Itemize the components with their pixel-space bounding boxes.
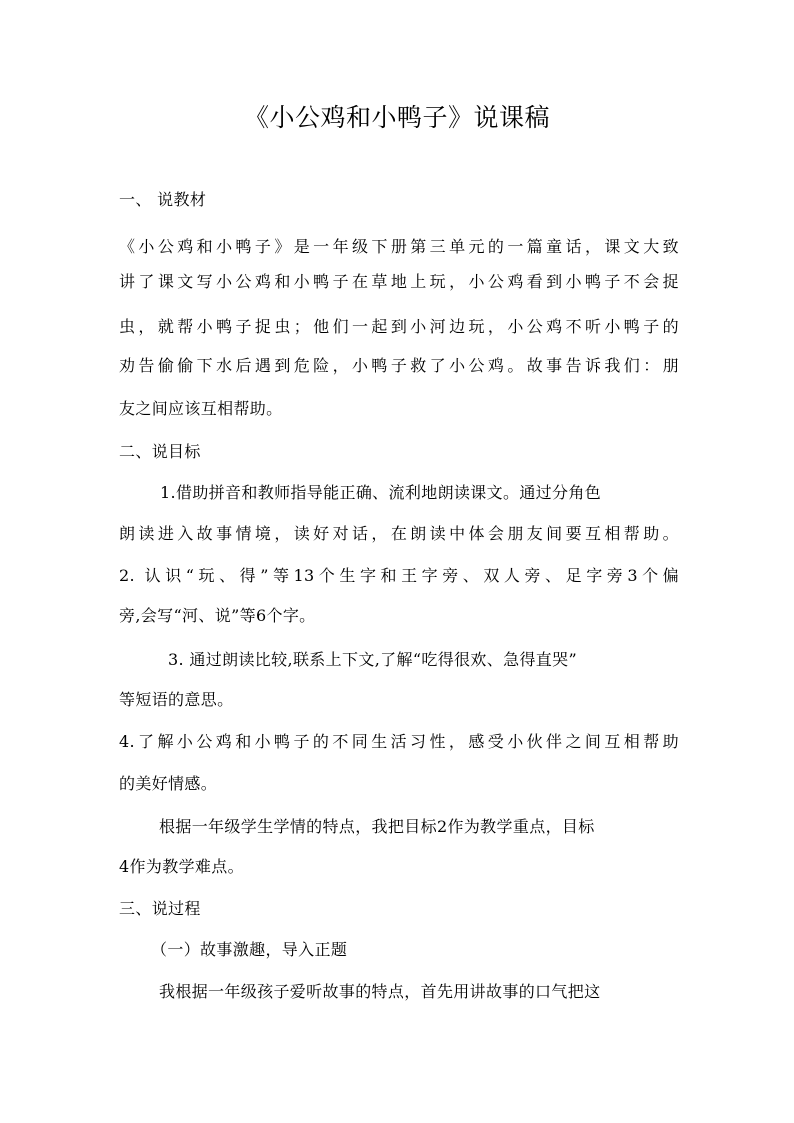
goal-item-3: 3. 通过朗读比较,联系上下文,了解“吃得很欢、急得直哭” — [168, 650, 578, 669]
paragraph-line: 虫，就帮小鸭子捉虫；他们一起到小河边玩，小公鸡不听小鸭子的 — [119, 317, 679, 336]
process-paragraph: 我根据一年级孩子爱听故事的特点，首先用讲故事的口气把这 — [159, 982, 601, 1001]
goal-item-3-cont: 等短语的意思。 — [119, 690, 234, 709]
section-heading-textbook: 一、 说教材 — [119, 190, 207, 209]
section-heading-process: 三、说过程 — [119, 899, 201, 918]
paragraph-line: 《小公鸡和小鸭子》是一年级下册第三单元的一篇童话，课文大致 — [119, 237, 679, 256]
paragraph-line: 讲了课文写小公鸡和小鸭子在草地上玩，小公鸡看到小鸭子不会捉 — [119, 272, 679, 291]
focus-paragraph: 根据一年级学生学情的特点，我把目标2作为教学重点，目标 — [159, 817, 595, 836]
goal-item-4: 4.了解小公鸡和小鸭子的不同生活习性，感受小伙伴之间互相帮助 — [119, 732, 679, 751]
paragraph-line: 友之间应该互相帮助。 — [119, 399, 283, 418]
goal-item-2: 2. 认识“玩、得”等13个生字和王字旁、双人旁、足字旁3个偏 — [119, 566, 679, 585]
goal-item-1-cont: 朗读进入故事情境，读好对话，在朗读中体会朋友间要互相帮助。 — [119, 524, 679, 543]
goal-item-1: 1.借助拼音和教师指导能正确、流利地朗读课文。通过分角色 — [160, 483, 602, 502]
focus-paragraph-cont: 4作为教学难点。 — [119, 857, 244, 876]
document-title: 《小公鸡和小鸭子》说课稿 — [243, 103, 550, 132]
paragraph-line: 劝告偷偷下水后遇到危险，小鸭子救了小公鸡。故事告诉我们：朋 — [119, 356, 679, 375]
goal-item-2-cont: 旁,会写“河、说”等6个字。 — [119, 606, 316, 625]
subsection-heading: （一）故事激趣，导入正题 — [151, 940, 348, 959]
section-heading-goals: 二、说目标 — [119, 442, 201, 461]
goal-item-4-cont: 的美好情感。 — [119, 774, 218, 793]
